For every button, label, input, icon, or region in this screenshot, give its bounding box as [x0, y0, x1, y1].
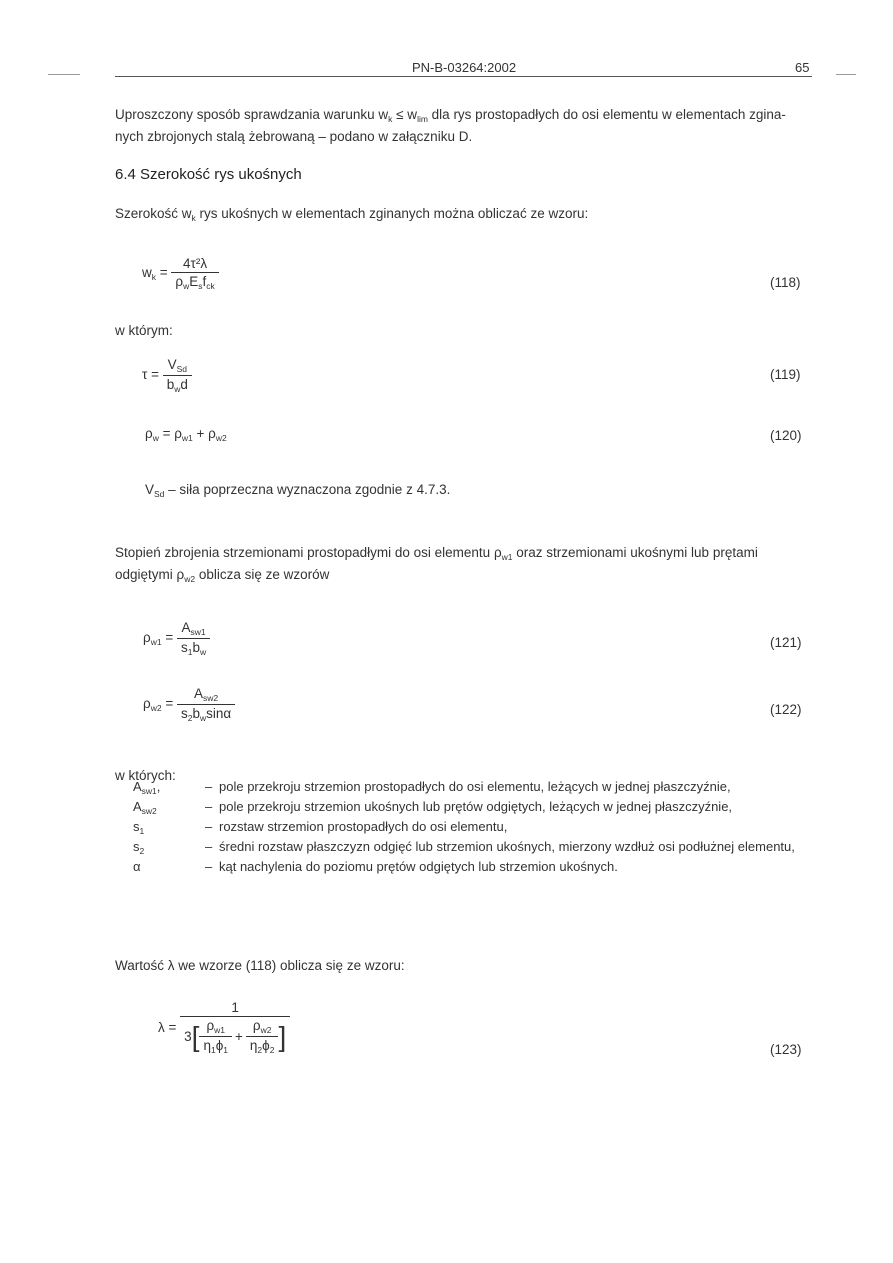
scan-mark: [836, 74, 856, 75]
definition-row: $A_{sw2}$ – pole przekroju strzemion ukośnych lub prętów odgiętych, leżących w jednej płaszczyźnie,: [133, 799, 733, 816]
equation-number-123: (123): [770, 1042, 802, 1057]
definition-row: $s_1$ – rozstaw strzemion prostopadłych do osi elementu,: [133, 819, 508, 836]
equation-121: $\rho_{w1}$ = $\frac{A_{sw1}}{s_1b_w}$: [143, 620, 210, 657]
section-heading: 6.4 Szerokość rys ukośnych: [115, 166, 302, 183]
equation-number-120: (120): [770, 428, 802, 443]
standard-code: PN-B-03264:2002: [412, 60, 517, 75]
definition-row: α – kąt nachylenia do poziomu prętów odgiętych lub strzemion ukośnych.: [133, 859, 618, 874]
w-ktorych-label: w których:: [115, 768, 176, 783]
equation-number-122: (122): [770, 702, 802, 717]
equation-122: $\rho_{w2}$ = $\frac{A_{sw2}}{s_2b_w\sin\alpha}$: [143, 686, 235, 723]
definition-row: $A_{sw1}$, – pole przekroju strzemion prostopadłych do osi elementu, leżących w jednej płaszczyźnie,: [133, 779, 731, 796]
definitions-list: [133, 779, 809, 879]
equation-123: λ = 1 3 [ $\frac{\rho_{w1}}{\eta_1\phi_1}$ + $\frac{\rho_{w2}}{\eta_2\phi_2}$ ]: [158, 1000, 290, 1055]
intro-paragraph: Uproszczony sposób sprawdzania warunku $w_k \le w_{lim}$ dla rys prostopadłych do osi elementu w elementach zgina- nych zbrojonych stalą żebrowaną – podano w załączniku D.: [115, 107, 786, 144]
w-ktorym-label: w którym:: [115, 323, 173, 338]
definition-row: $s_2$ – średni rozstaw płaszczyzn odgięć lub strzemion ukośnych, mierzony wzdłuż osi podłużnej elementu,: [133, 839, 795, 856]
page-number: 65: [795, 60, 810, 75]
section-lead: Szerokość $w_k$ rys ukośnych w elementach zginanych można obliczać ze wzoru:: [115, 206, 589, 223]
lambda-intro: Wartość λ we wzorze (118) oblicza się ze wzoru:: [115, 958, 405, 973]
scan-mark: [48, 74, 80, 75]
equation-number-118: (118): [770, 275, 801, 290]
equation-number-119: (119): [770, 367, 801, 382]
equation-118: $w_k$ = $\frac{\text{4τ²λ}}{\rho_wE_sf_{ck}}$: [142, 256, 219, 291]
vsd-definition: $V_{Sd}$ – siła poprzeczna wyznaczona zgodnie z 4.7.3.: [145, 482, 451, 499]
equation-number-121: (121): [770, 635, 802, 650]
header-rule: [115, 76, 812, 77]
equation-120: $\rho_w = \rho_{w1} + \rho_{w2}$: [145, 426, 227, 443]
stopien-paragraph: Stopień zbrojenia strzemionami prostopadłymi do osi elementu $\rho_{w1}$ oraz strzemionami ukośnymi lub prętami odgiętymi $\rho_{w2}$ oblicza się ze wzorów: [115, 545, 758, 584]
equation-119: τ = $\frac{V_{Sd}}{b_wd}$: [142, 357, 192, 394]
